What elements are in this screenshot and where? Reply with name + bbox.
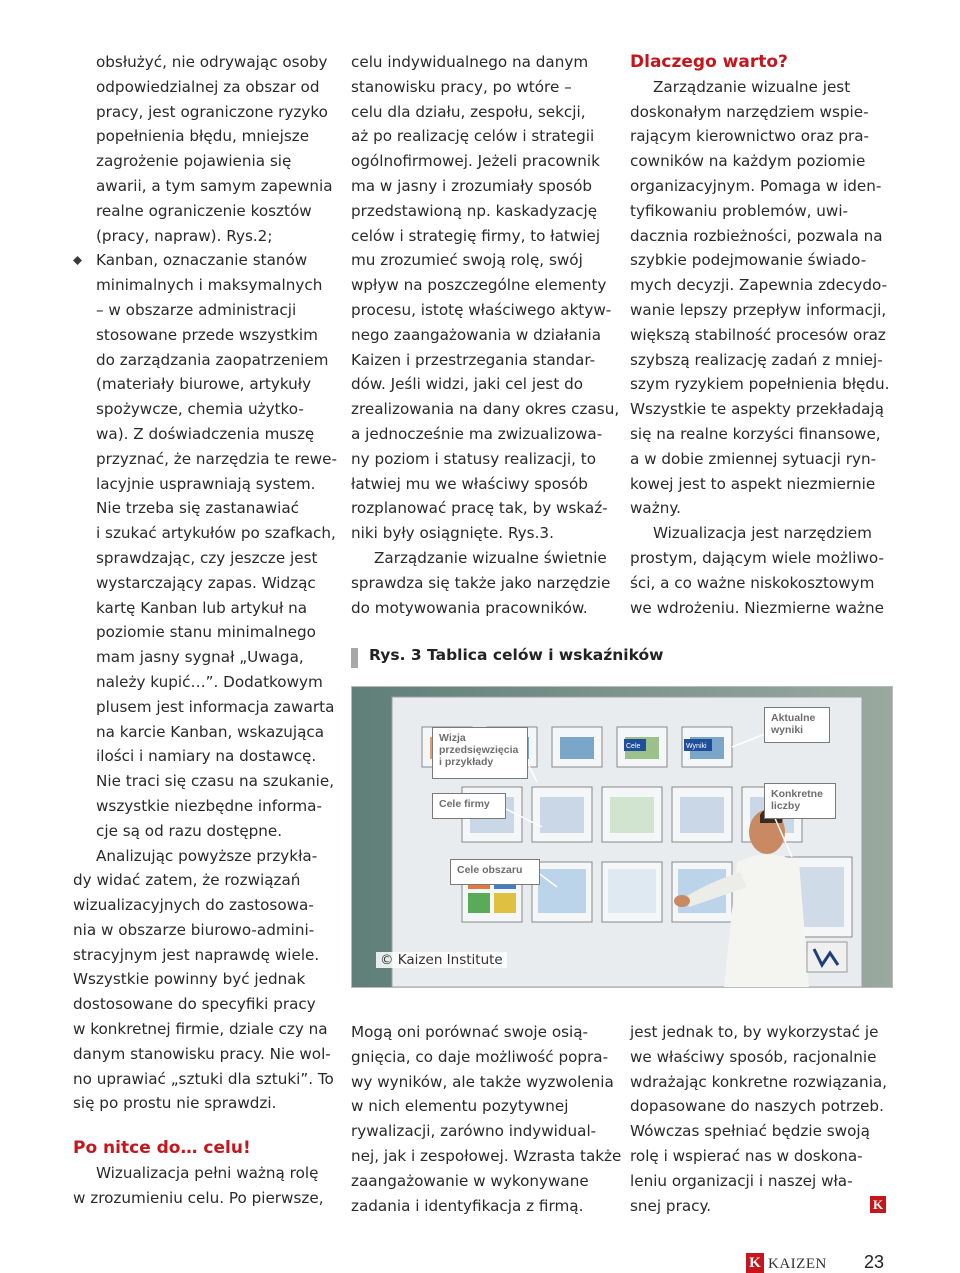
paragraph: jest jednak to, by wykorzystać je we właściwy sposób, racjonalnie wdrażając konkretne rozwiązania, dopasowane do naszych potrzeb. Wówczas spełniać będzie swoją rolę i wspierać nas w doskona- leniu organizacji i naszej wła- snej pracy. [630,1023,887,1215]
paragraph: Wizualizacja pełni ważną rolę w zrozumieniu celu. Po pierwsze, [73,1164,324,1207]
callout-cele-obszaru: Cele obszaru [450,859,540,885]
text-column-4 [351,1020,622,1218]
diamond-bullet-icon [73,256,82,265]
board-label-cele: Cele [626,743,641,750]
paragraph: obsłużyć, nie odrywając osoby odpowiedzialnej za obszar od pracy, jest ograniczone ryzyko popełnienia błędu, mniejsze zagrożenie pojawienia się awarii, a tym samym zapewnia realne ograniczenie kosztów (pracy, napraw). Rys.2; [96,53,333,245]
figure-photo [351,686,893,988]
callout-konkretne-liczby: Konkretne liczby [764,783,836,819]
text-column-3 [630,50,892,620]
section-heading: Po nitce do… celu! [73,1138,251,1159]
footer-brand: KAIZEN [768,1256,827,1272]
figure-caption: Rys. 3 Tablica celów i wskaźników [369,646,664,664]
page-number: 23 [864,1252,885,1272]
callout-aktualne-wyniki: Aktualne wyniki [764,707,830,743]
kaizen-k-logo-icon: K [870,1196,886,1213]
text-column-2 [351,50,620,620]
paragraph: Mogą oni porównać swoje osią- gnięcia, co daje możliwość popra- wy wyników, ale także wyzwolenia w nich elementu pozytywnej rywalizacji, zarówno indywidual- nej, jak i zespołowej. Wzrasta także zaangażowanie w wykonywane zadania i identyfikacja z firmą. [351,1023,622,1215]
photo-copyright: © Kaizen Institute [376,952,507,968]
section-heading: Dlaczego warto? [630,52,788,72]
text-column-5 [630,1020,892,1218]
paragraph: Zarządzanie wizualne jest doskonałym narzędziem wspie- rającym kierownictwo oraz pra- cowników na każdym poziomie organizacyjnym. Pomaga w iden- tyfikowaniu problemów, uwi- dacznia rozbieżności, pozwala na szybkie podejmowanie świado- mych decyzji. Zapewnia zdecydo- wanie lepszy przepływ informacji, większą stabilność procesów oraz szybszą realizację zadań z mniej- szym ryzykiem popełnienia błędu. Wszystkie te aspekty przekładają się na realne korzyści finansowe, a w dobie zmiennej sytuacji ryn- kowej jest to aspekt niezmiernie ważny. [630,77,890,518]
kanban-bullet-item: Kanban, oznaczanie stanów minimalnych i maksymalnych – w obszarze administracji stosowane przede wszystkim do zarządzania zaopatrzeniem (materiały biurowe, artykuły spożywcze, chemia użytko- wa). Z doświadczenia muszę przyznać, że narzędzia te rewe- lacyjnie usprawniają system. Nie trzeba się zastanawiać i szukać artykułów po szafkach, sprawdzając, czy jeszcze jest wystarczający zapas. Widząc kartę Kanban lub artykuł na poziomie stanu minimalnego mam jasny sygnał „Uwaga, należy kupić…”. Dodatkowym plusem jest informacja zawarta na karcie Kanban, wskazująca ilości i namiary na dostawcę. Nie traci się czasu na szukanie, wszystkie niezbędne informa- cje są od razu dostępne. [73,248,335,843]
paragraph: Zarządzanie wizualne świetnie sprawdza się także jako narzędzie do motywowania pracowników. [351,548,611,617]
callout-wizja: Wizja przedsięwzięcia i przykłady [432,727,528,779]
paragraph: Analizując powyższe przykła- dy widać zatem, że rozwiązań wizualizacyjnych do zastosowa- nia w obszarze biurowo-admini- stracyjnym jest naprawdę wiele. Wszystkie powinny być jednak dostosowane do specyfiki pracy w konkretnej firmie, dziale czy na danym stanowisku pracy. Nie wol- no uprawiać „sztuki dla sztuki”. To się po prostu nie sprawdzi. [73,846,334,1113]
footer-k-logo-icon: K [746,1253,764,1273]
callout-cele-firmy: Cele firmy [432,793,506,819]
paragraph: celu indywidualnego na danym stanowisku pracy, po wtóre – celu dla działu, zespołu, sekcji, aż po realizację celów i strategii ogólnofirmowej. Jeżeli pracownik ma w jasny i zrozumiały sposób przedstawioną np. kaskadyzację celów i strategię firmy, to łatwiej mu zrozumieć swoją rolę, swój wpływ na poszczególne elementy procesu, istotę właściwego aktyw- nego zaangażowania w działania Kaizen i przestrzegania standar- dów. Jeśli widzi, jaki cel jest do zrealizowania na dany okres czasu, a jednocześnie ma zwizualizowa- ny poziom i statusy realizacji, to łatwiej mu we właściwy sposób rozplanować pracę tak, by wskaź- niki były osiągnięte. Rys.3. [351,53,620,543]
text-column-1 [73,50,335,1211]
paragraph: Wizualizacja jest narzędziem prostym, dającym wiele możliwo- ści, a co ważne niskokosztowym we wdrożeniu. Niezmierne ważne [630,524,884,617]
board-label-wyniki: Wyniki [686,743,707,750]
